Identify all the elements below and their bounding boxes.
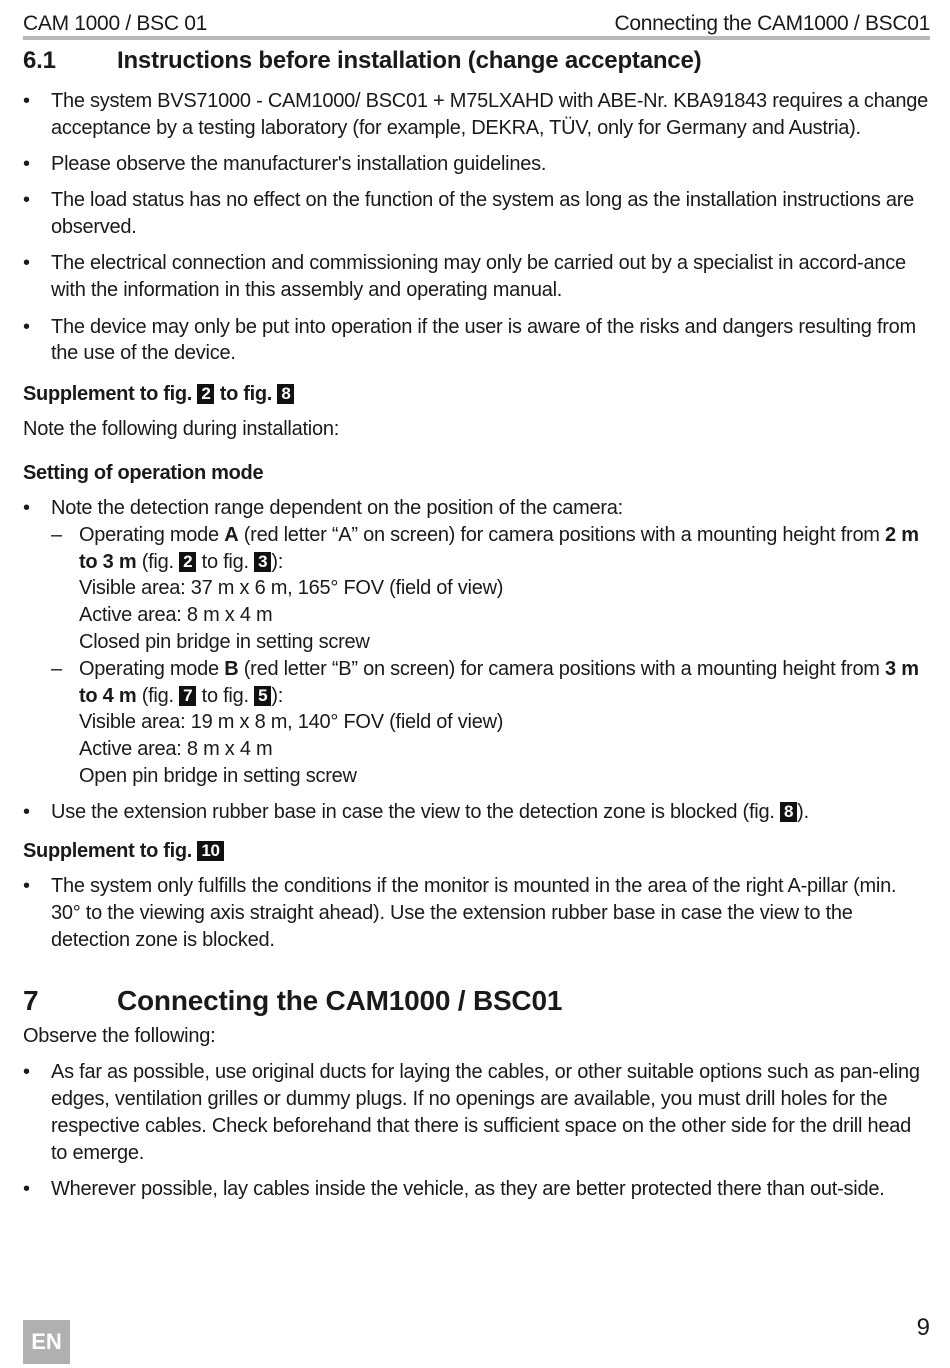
list-item: • As far as possible, use original ducts for laying the cables, or other suitable options such as pan-eling edges, ventilation grilles or dummy plugs. If no openings are available, you must drill holes for the respective cables. Check beforehand that there is sufficient space on the other side for the drill head to emerge. xyxy=(23,1059,930,1166)
text: Use the extension rubber base in case the view to the detection zone is blocked (fig. xyxy=(51,801,780,824)
language-badge: EN xyxy=(23,1320,70,1364)
header-right: Connecting the CAM1000 / BSC01 xyxy=(614,12,930,35)
list-item: • The device may only be put into operation if the user is aware of the risks and dangers resulting from the use of the device. xyxy=(23,314,930,368)
text: Operating mode xyxy=(79,523,225,546)
figure-ref: 8 xyxy=(277,384,294,404)
active-area: Active area: 8 m x 4 m xyxy=(79,604,273,627)
mode-letter: A xyxy=(224,523,239,546)
section-title: Connecting the CAM1000 / BSC01 xyxy=(117,985,563,1017)
list-item: • The system BVS71000 - CAM1000/ BSC01 + M75LXAHD with ABE-Nr. KBA91843 requires a change acceptance by a testing laboratory (for example, DEKRA, TÜV, only for Germany and Austria). xyxy=(23,88,930,142)
section-7-heading xyxy=(23,979,930,1023)
header-left: CAM 1000 / BSC 01 xyxy=(23,12,207,35)
list-item: • Wherever possible, lay cables inside the vehicle, as they are better protected there than out-side. xyxy=(23,1176,930,1203)
list-item: • Please observe the manufacturer's installation guidelines. xyxy=(23,151,930,178)
supplement-heading xyxy=(23,840,930,863)
pin-bridge: Open pin bridge in setting screw xyxy=(79,764,357,787)
supplement-mid: to fig. xyxy=(219,383,273,406)
text: to fig. xyxy=(196,684,255,707)
list-item: • The system only fulfills the conditions if the monitor is mounted in the area of the right A-pillar (min. 30° to the viewing axis straight ahead). Use the extension rubber base in case the view to the detection zone is blocked. xyxy=(23,873,930,953)
text: ): xyxy=(271,550,284,573)
page-number: 9 xyxy=(916,1314,930,1341)
figure-ref: 3 xyxy=(254,552,271,572)
text: Operating mode xyxy=(79,657,225,680)
mode-a-item xyxy=(51,522,930,656)
figure-ref: 10 xyxy=(197,841,223,861)
text: (fig. xyxy=(136,550,180,573)
figure-ref: 5 xyxy=(254,686,271,706)
text: (red letter “B” on screen) for camera positions with a mounting height from xyxy=(238,657,886,680)
detection-range-intro: Note the detection range dependent on the position of the camera: xyxy=(51,496,623,519)
list-item: • The electrical connection and commissioning may only be carried out by a specialist in accord-ance with the information in this assembly and operating manual. xyxy=(23,250,930,304)
operation-mode-list xyxy=(23,495,930,826)
cable-instructions-list xyxy=(23,1059,930,1202)
height-range: 3 m to 4 m xyxy=(79,657,919,707)
active-area: Active area: 8 m x 4 m xyxy=(79,738,273,761)
figure-ref: 2 xyxy=(197,384,214,404)
height-range: 2 m to 3 m xyxy=(79,523,919,573)
text: to fig. xyxy=(196,550,255,573)
section-6-1-heading xyxy=(23,42,930,80)
pin-bridge: Closed pin bridge in setting screw xyxy=(79,630,370,653)
mode-b-item xyxy=(51,656,930,790)
list-item xyxy=(23,495,930,790)
figure-ref: 7 xyxy=(179,686,196,706)
list-item xyxy=(23,799,930,826)
section-intro: Observe the following: xyxy=(23,1025,216,1048)
figure-ref: 8 xyxy=(780,802,797,822)
section-number: 7 xyxy=(23,985,39,1017)
supplement-label: Supplement to fig. xyxy=(23,840,193,863)
supplement-heading xyxy=(23,383,930,406)
text: (red letter “A” on screen) for camera positions with a mounting height from xyxy=(238,523,886,546)
text: ): xyxy=(271,684,284,707)
text: ). xyxy=(797,801,809,824)
running-header xyxy=(23,0,930,40)
text: (fig. xyxy=(136,684,180,707)
visible-area: Visible area: 19 m x 8 m, 140° FOV (field of view) xyxy=(79,711,504,734)
installation-instructions-list xyxy=(23,88,930,367)
installation-note: Note the following during installation: xyxy=(23,418,340,441)
list-item: • The load status has no effect on the function of the system as long as the installation instructions are observed. xyxy=(23,187,930,241)
mode-list xyxy=(51,522,930,790)
document-page xyxy=(23,0,930,1212)
mode-letter: B xyxy=(224,657,239,680)
visible-area: Visible area: 37 m x 6 m, 165° FOV (field of view) xyxy=(79,577,504,600)
section-number: 6.1 xyxy=(23,47,56,74)
section-title: Instructions before installation (change acceptance) xyxy=(117,47,702,74)
monitor-mounting-list xyxy=(23,873,930,953)
operation-mode-heading: Setting of operation mode xyxy=(23,461,264,484)
figure-ref: 2 xyxy=(179,552,196,572)
supplement-label: Supplement to fig. xyxy=(23,383,193,406)
